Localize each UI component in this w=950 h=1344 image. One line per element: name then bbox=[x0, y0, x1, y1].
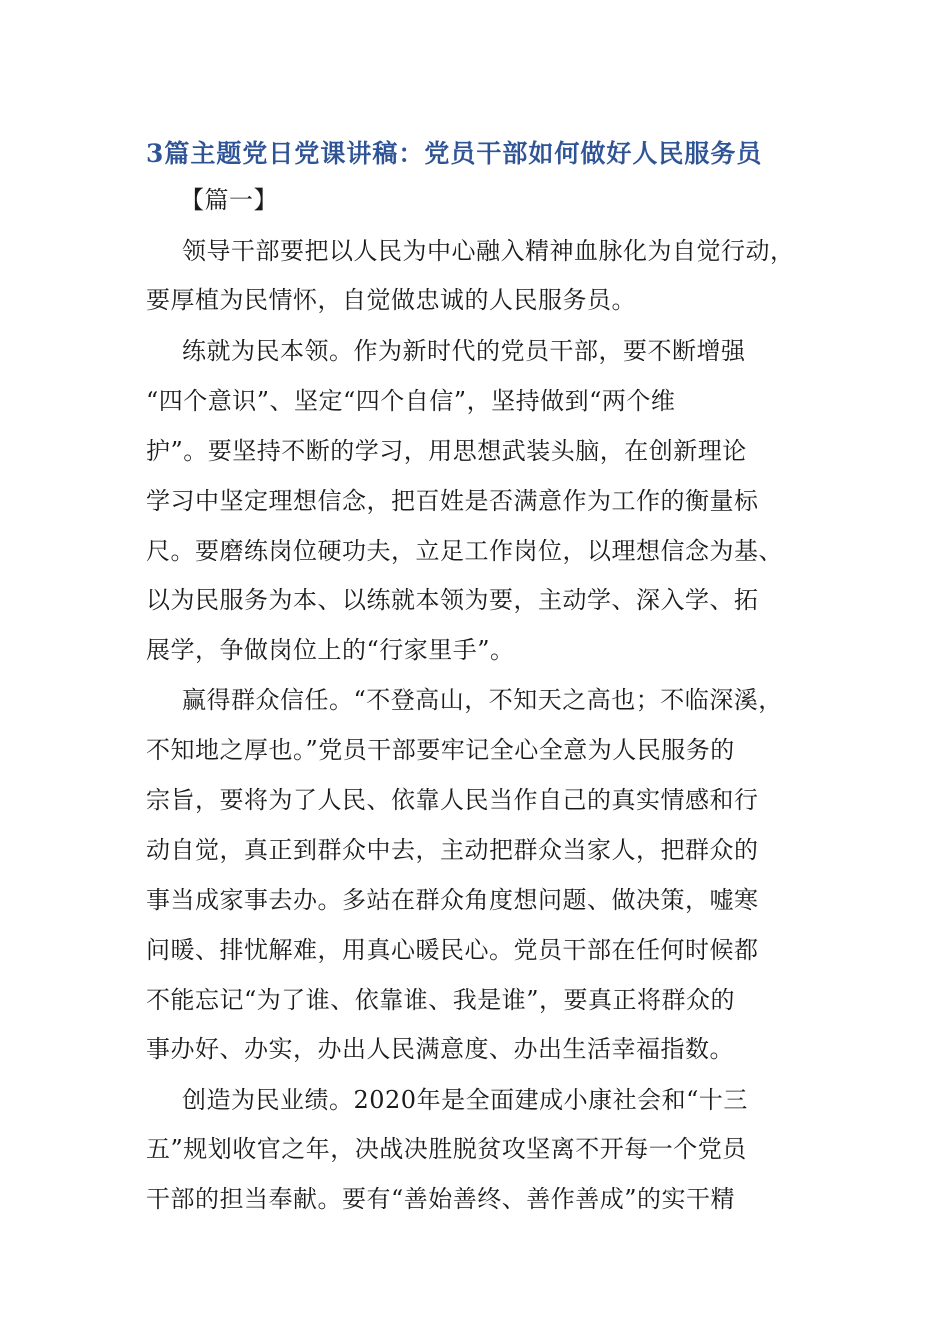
paragraph-line: 动自觉，真正到群众中去，主动把群众当家人，把群众的 bbox=[146, 836, 759, 864]
paragraph-line: “四个意识”、坚定“四个自信”，坚持做到“两个维 bbox=[146, 387, 676, 415]
paragraph-line: 展学，争做岗位上的“行家里手”。 bbox=[146, 636, 515, 664]
paragraph-line: 学习中坚定理想信念，把百姓是否满意作为工作的衡量标 bbox=[146, 487, 759, 515]
paragraph-line: 事当成家事去办。多站在群众角度想问题、做决策，嘘寒 bbox=[146, 886, 759, 914]
paragraph-line: 要厚植为民情怀，自觉做忠诚的人民服务员。 bbox=[146, 286, 636, 314]
paragraph-line: 不知地之厚也。”党员干部要牢记全心全意为人民服务的 bbox=[146, 736, 735, 764]
paragraph-line: 干部的担当奉献。要有“善始善终、善作善成”的实干精 bbox=[146, 1185, 736, 1213]
paragraph-line: 赢得群众信任。“不登高山，不知天之高也；不临深溪， bbox=[182, 686, 783, 714]
paragraph-line: 五”规划收官之年，决战决胜脱贫攻坚离不开每一个党员 bbox=[146, 1135, 747, 1163]
paragraph-line: 创造为民业绩。2020年是全面建成小康社会和“十三 bbox=[182, 1086, 748, 1114]
paragraph-line: 宗旨，要将为了人民、依靠人民当作自己的真实情感和行 bbox=[146, 786, 759, 814]
paragraph-line: 问暖、排忧解难，用真心暖民心。党员干部在任何时候都 bbox=[146, 936, 759, 964]
section-heading: 【篇一】 bbox=[180, 186, 278, 214]
paragraph-line: 护”。要坚持不断的学习，用思想武装头脑，在创新理论 bbox=[146, 437, 747, 465]
paragraph-line: 以为民服务为本、以练就本领为要，主动学、深入学、拓 bbox=[146, 586, 759, 614]
paragraph-line: 尺。要磨练岗位硬功夫，立足工作岗位，以理想信念为基、 bbox=[146, 537, 783, 565]
paragraph-line: 不能忘记“为了谁、依靠谁、我是谁”，要真正将群众的 bbox=[146, 986, 736, 1014]
document-title: 3篇主题党日党课讲稿：党员干部如何做好人民服务员 bbox=[146, 139, 763, 168]
paragraph-line: 事办好、办实，办出人民满意度、办出生活幸福指数。 bbox=[146, 1035, 734, 1063]
paragraph-line: 练就为民本领。作为新时代的党员干部，要不断增强 bbox=[182, 337, 746, 365]
paragraph-line: 领导干部要把以人民为中心融入精神血脉化为自觉行动， bbox=[182, 237, 795, 265]
